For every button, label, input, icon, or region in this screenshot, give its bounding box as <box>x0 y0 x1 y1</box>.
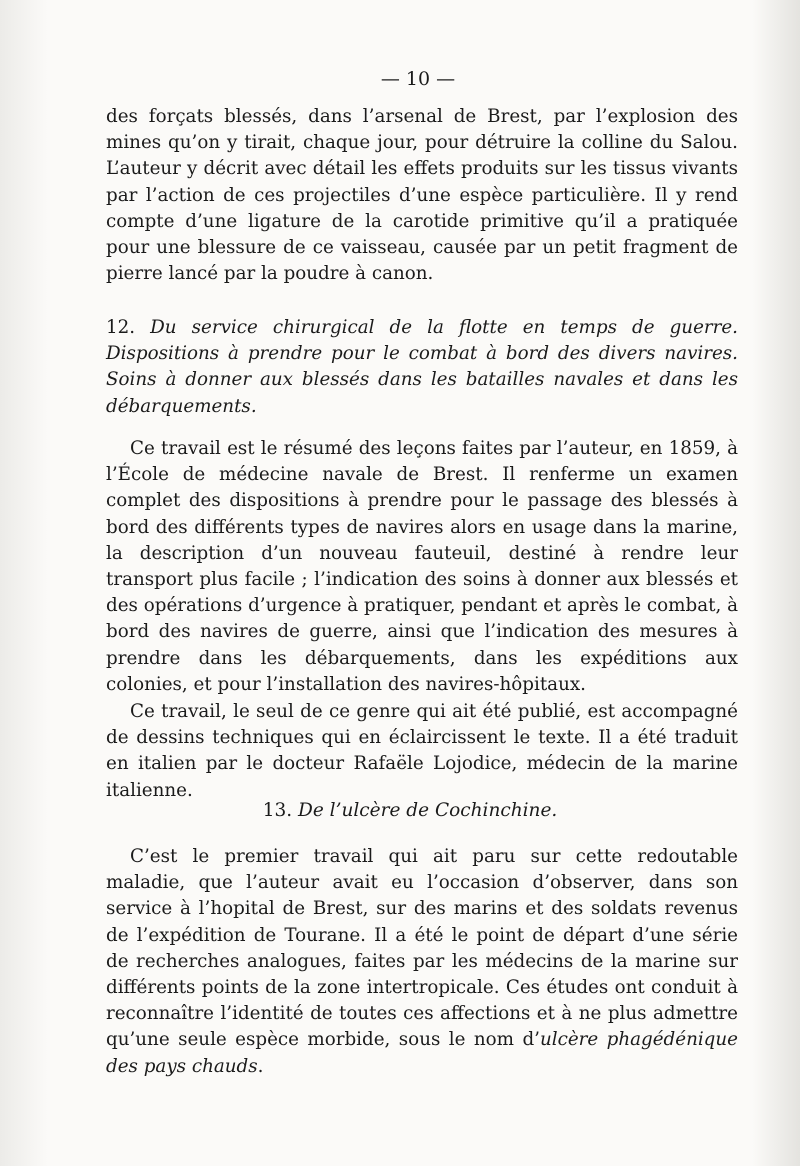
section-13-text-end: . <box>257 1055 264 1077</box>
section-13-text-italic: ulcère phagédénique des pays chauds <box>106 1029 738 1077</box>
section-13-number: 13. <box>262 800 293 821</box>
section-12-title: Du service chirurgical de la flotte en temps de guerre. Dispositions à prendre pour le combat à bord des divers navires. Soins à donner aux blessés dans les batailles navales et dans les débarquements. <box>106 317 738 417</box>
section-12-heading-block <box>106 315 738 420</box>
section-13-text-start: C’est le premier travail qui ait paru sur cette redoutable maladie, que l’auteur avait eu l’occasion d’observer, dans son service à l’hopital de Brest, sur des marins et des soldats revenus de l’expédition de Tourane. Il a été le point de départ d’une série de recherches analogues, faites par les médecins de la marine sur différents points de la zone intertropicale. Ces études ont conduit à reconnaître l’identité de toutes ces affections et à ne plus admettre qu’une seule espèce morbide, sous le nom d’ <box>106 846 738 1051</box>
intro-paragraph: des forçats blessés, dans l’arsenal de Brest, par l’explosion des mines qu’on y tirait, chaque jour, pour détruire la colline du Salou. L’auteur y décrit avec détail les effets produits sur les tissus vivants par l’action de ces projectiles d’une espèce particulière. Il y rend compte d’une ligature de la carotide primitive qu’il a pratiquée pour une blessure de ce vaisseau, causée par un petit fragment de pierre lancé par la poudre à canon. <box>106 106 738 285</box>
section-12-heading <box>106 315 738 420</box>
section-12-number: 12. <box>106 317 136 338</box>
section-13-title: De l’ulcère de Cochinchine. <box>298 800 558 821</box>
page-number: — 10 — <box>380 68 456 90</box>
section-13-heading <box>0 800 800 821</box>
section-12-text-block <box>106 436 738 804</box>
section-13-text-block <box>106 844 738 1080</box>
intro-text-block <box>106 104 738 287</box>
section-12-paragraph-2: Ce travail, le seul de ce genre qui ait été publié, est accompagné de dessins techniques qui en éclaircissent le texte. Il a été traduit en italien par le docteur Rafaële Lojodice, médecin de la marine italienne. <box>106 701 738 801</box>
section-13-paragraph <box>106 844 738 1080</box>
section-12-paragraph-1: Ce travail est le résumé des leçons faites par l’auteur, en 1859, à l’École de médecine navale de Brest. Il renferme un examen complet des dispositions à prendre pour le passage des blessés à bord des différents types de navires alors en usage dans la marine, la description d’un nouveau fauteuil, destiné à rendre leur transport plus facile ; l’indication des soins à donner aux blessés et des opérations d’urgence à pratiquer, pendant et après le combat, à bord des navires de guerre, ainsi que l’indication des mesures à prendre dans les débarquements, dans les expéditions aux colonies, et pour l’installation des navires-hôpitaux. <box>106 438 738 695</box>
